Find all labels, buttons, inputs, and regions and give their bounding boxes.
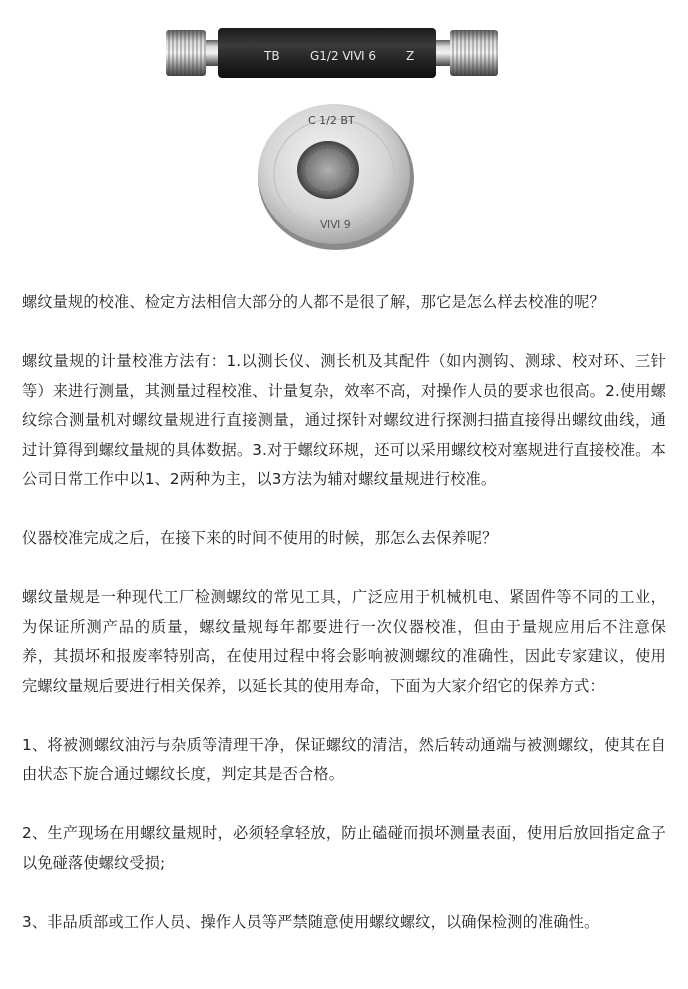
paragraph-step-1: 1、将被测螺纹油污与杂质等清理干净，保证螺纹的清洁，然后转动通端与被测螺纹，使其在自由状态下旋合通过螺纹长度，判定其是否合格。: [22, 735, 666, 783]
paragraph-maintenance-question: 仪器校准完成之后，在接下来的时间不使用的时候，那怎么去保养呢？: [22, 529, 498, 547]
paragraph-intro-question: 螺纹量规的校准、检定方法相信大部分的人都不是很了解，那它是怎么样去校准的呢？: [22, 293, 605, 311]
product-image: [160, 18, 530, 250]
thread-gauge-illustration: [160, 18, 530, 250]
plug-gauge: [166, 28, 498, 78]
plug-marking-right: Z: [406, 49, 415, 63]
article-body: [22, 288, 666, 967]
ring-marking-bottom: ⅥⅥ 9: [320, 218, 351, 231]
paragraph-maintenance-intro: 螺纹量规是一种现代工厂检测螺纹的常见工具，广泛应用于机械机电、紧固件等不同的工业，为保证所测产品的质量，螺纹量规每年都要进行一次仪器校准，但由于量规应用后不注意保养，其损坏和报废率特别高，在使用过程中将会影响被测螺纹的准确性，因此专家建议，使用完螺纹量规后要进行相关保养，以延长其的使用寿命，下面为大家介绍它的保养方式：: [22, 588, 666, 695]
paragraph-step-3: 3、非品质部或工作人员、操作人员等严禁随意使用螺纹螺纹，以确保检测的准确性。: [22, 912, 600, 931]
ring-gauge: [258, 104, 414, 250]
ring-marking-top: C 1/2 BT: [308, 114, 355, 127]
paragraph-calibration-methods: 螺纹量规的计量校准方法有：1.以测长仪、测长机及其配件（如内测钩、测球、校对环、三针等）来进行测量，其测量过程校准、计量复杂，效率不高，对操作人员的要求也很高。2.使用螺纹综合测量机对螺纹量规进行直接测量，通过探针对螺纹进行探测扫描直接得出螺纹曲线，通过计算得到螺纹量规的具体数据。3.对于螺纹环规，还可以采用螺纹校对塞规进行直接校准。本公司日常工作中以1、2两种为主，以3方法为辅对螺纹量规进行校准。: [22, 352, 666, 488]
plug-marking-middle: G1/2 ⅥⅥ 6: [310, 49, 377, 63]
paragraph-step-2: 2、生产现场在用螺纹量规时，必须轻拿轻放，防止磕碰而损坏测量表面，使用后放回指定盒子以免碰落使螺纹受损;: [22, 824, 666, 872]
plug-marking-left: TB: [264, 49, 280, 63]
